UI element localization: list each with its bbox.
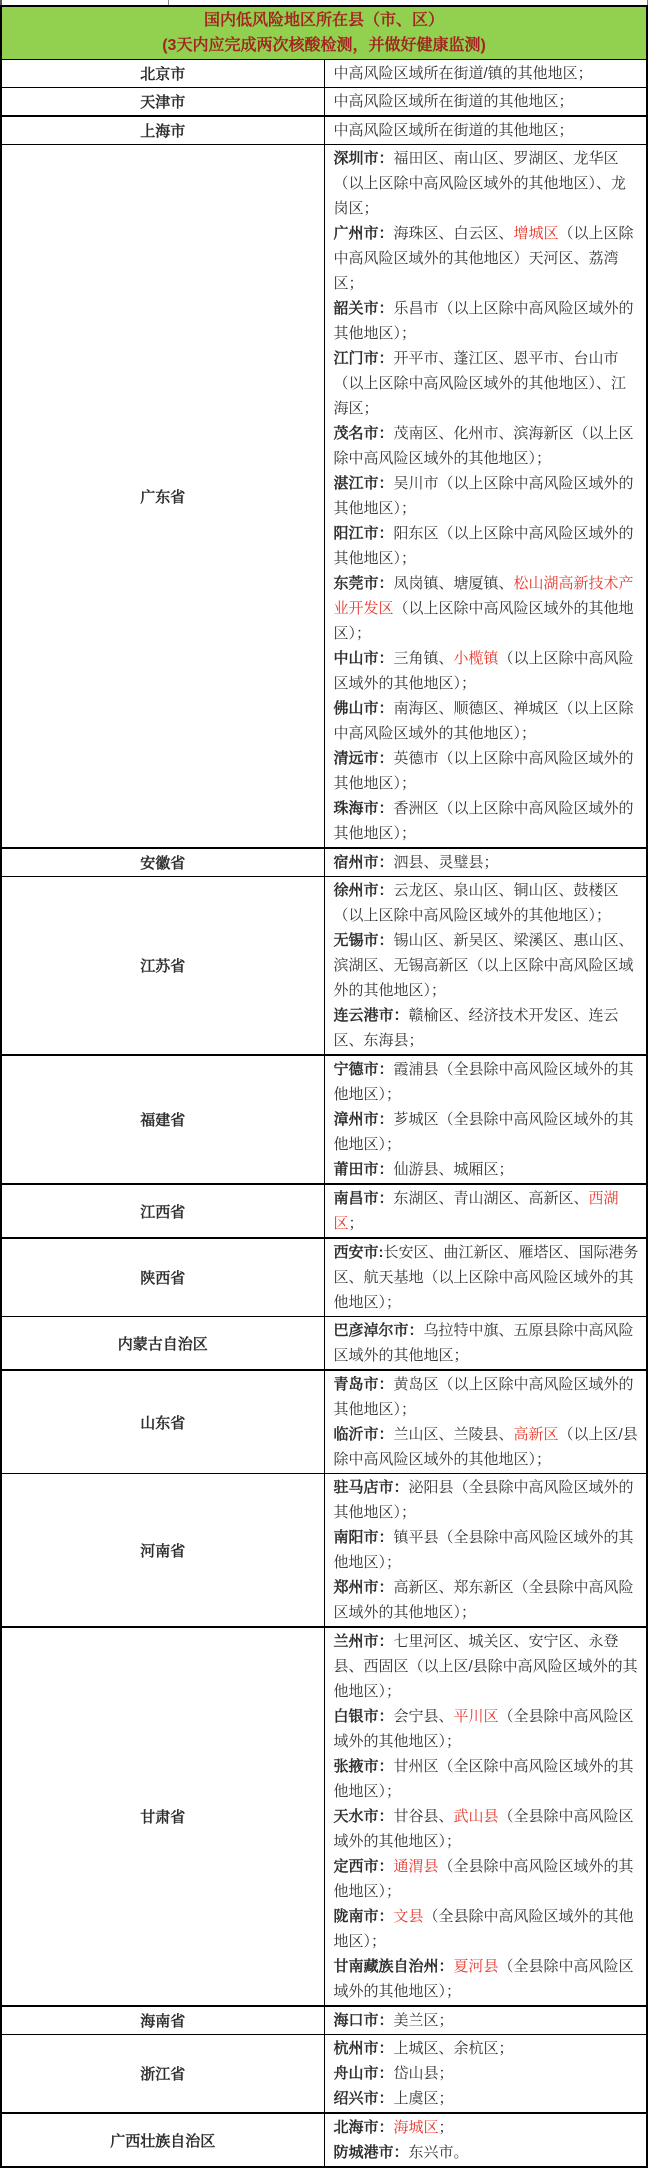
province-cell: 甘肃省 (1, 1627, 324, 2006)
city-name: 青岛市： (333, 1376, 394, 1393)
region-text: 霞浦县（全县除中高风险区域外的其他地区）； (333, 1061, 634, 1103)
entry-line (334, 2061, 641, 2086)
region-text: ； (348, 1215, 364, 1232)
table-row (1, 1317, 647, 1371)
city-name: 海口市： (333, 2012, 394, 2029)
city-name: 甘南藏族自治州： (333, 1958, 454, 1975)
region-text: 黄岛区（以上区除中高风险区域外的其他地区）； (333, 1376, 634, 1418)
region-text: 开平市、蓬江区、恩平市、台山市（以上区除中高风险区域外的其他地区）、江海区； (333, 350, 627, 417)
details-cell (324, 848, 647, 877)
region-text: 吴川市（以上区除中高风险区域外的其他地区）； (333, 475, 634, 517)
province-cell: 广东省 (1, 145, 324, 849)
details-cell (324, 2006, 647, 2035)
details-cell (324, 1474, 647, 1628)
region-text: 上虞区； (393, 2090, 454, 2107)
region-text: 长安区、曲江新区、雁塔区、国际港务区、航天基地（以上区除中高风险区域外的其他地区）； (333, 1244, 639, 1311)
region-text: 锡山区、新吴区、梁溪区、惠山区、滨湖区、无锡高新区（以上区除中高风险区域外的其他地区）； (333, 932, 634, 999)
region-text: 云龙区、泉山区、铜山区、鼓楼区（以上区除中高风险区域外的其他地区）； (333, 882, 619, 924)
region-text: 中高风险区域所在街道的其他地区； (333, 93, 574, 110)
details-cell (324, 145, 647, 849)
city-name: 宁德市： (333, 1061, 394, 1078)
details-cell (324, 1238, 647, 1317)
entry-line (334, 521, 641, 571)
province-cell: 内蒙古自治区 (1, 1317, 324, 1371)
details-cell (324, 1627, 647, 2006)
province-cell: 陕西省 (1, 1238, 324, 1317)
region-text: （以上区除中高风险区域外的其他地区）； (333, 600, 634, 642)
province-cell: 江西省 (1, 1184, 324, 1238)
entry-line (334, 2036, 641, 2061)
entry-line (334, 2008, 641, 2033)
details-cell (324, 88, 647, 117)
highlight-region: 松山湖高新技术产业开发区 (333, 575, 634, 617)
entry-line (334, 61, 641, 86)
region-text: 芗城区（全县除中高风险区域外的其他地区）； (333, 1111, 634, 1153)
details-cell (324, 1055, 647, 1184)
entry-line (334, 1704, 641, 1754)
city-name: 定西市： (333, 1858, 394, 1875)
highlight-region: 西湖区 (333, 1190, 619, 1232)
entry-line (334, 928, 641, 1003)
city-name: 天水市： (333, 1808, 394, 1825)
entry-line (334, 1754, 641, 1804)
entry-line (334, 1629, 641, 1704)
city-name: 中山市： (333, 650, 394, 667)
province-cell: 海南省 (1, 2006, 324, 2035)
region-text: 七里河区、城关区、安宁区、永登县、西固区（以上区/县除中高风险区域外的其他地区）； (333, 1633, 638, 1700)
table-row (1, 1370, 647, 1474)
city-name: 南昌市： (333, 1190, 394, 1207)
table-title-line2: (3天内应完成两次核酸检测，并做好健康监测) (162, 37, 486, 54)
region-text: 仙游县、城厢区； (393, 1161, 514, 1178)
city-name: 舟山市： (333, 2065, 394, 2082)
highlight-region: 小榄镇 (453, 650, 499, 667)
city-name: 白银市： (333, 1708, 394, 1725)
region-text: ； (438, 2119, 454, 2136)
highlight-region: 高新区 (513, 1426, 559, 1443)
city-name: 驻马店市： (333, 1479, 409, 1496)
table-row (1, 2113, 647, 2167)
entry-line (334, 696, 641, 746)
entry-line (334, 878, 641, 928)
region-text: 兰山区、兰陵县、 (393, 1426, 514, 1443)
details-cell (324, 60, 647, 88)
city-name: 韶关市： (333, 300, 394, 317)
region-text: 赣榆区、经济技术开发区、连云区、东海县； (333, 1007, 619, 1049)
entry-line (334, 746, 641, 796)
table-row (1, 2035, 647, 2114)
city-name: 江门市： (333, 350, 394, 367)
city-name: 广州市： (333, 225, 394, 242)
city-name: 茂名市： (333, 425, 394, 442)
region-text: 泗县、灵璧县； (393, 854, 499, 871)
province-cell: 安徽省 (1, 848, 324, 877)
entry-line (334, 346, 641, 421)
entry-line (334, 1954, 641, 2004)
entry-line (334, 2140, 641, 2165)
region-text: 福田区、南山区、罗湖区、龙华区（以上区除中高风险区域外的其他地区）、龙岗区； (333, 150, 627, 217)
city-name: 无锡市： (333, 932, 394, 949)
table-row (1, 88, 647, 117)
details-cell (324, 2035, 647, 2114)
entry-line (334, 89, 641, 114)
city-name: 清远市： (333, 750, 394, 767)
entry-line (334, 1318, 641, 1368)
entry-line (334, 1107, 641, 1157)
region-text: 镇平县（全县除中高风险区域外的其他地区）； (333, 1529, 634, 1571)
entry-line (334, 2115, 641, 2140)
highlight-region: 通渭县 (393, 1858, 439, 1875)
region-text: （全县除中高风险区域外的其他地区）； (333, 1708, 634, 1750)
region-text: 岱山县； (393, 2065, 454, 2082)
entry-line (334, 850, 641, 875)
region-text: 甘州区（全区除中高风险区域外的其他地区）； (333, 1758, 634, 1800)
entry-line (334, 1575, 641, 1625)
table-row (1, 60, 647, 88)
entry-line (334, 1372, 641, 1422)
entry-line (334, 146, 641, 221)
table-row (1, 1184, 647, 1238)
entry-line (334, 221, 641, 296)
province-cell: 山东省 (1, 1370, 324, 1474)
header-row (1, 6, 647, 60)
region-text: 凤岗镇、塘厦镇、 (393, 575, 514, 592)
city-name: 杭州市： (333, 2040, 394, 2057)
details-cell (324, 1184, 647, 1238)
province-cell: 河南省 (1, 1474, 324, 1628)
highlight-region: 增城区 (513, 225, 559, 242)
details-cell (324, 877, 647, 1056)
cropped-cell-divider (168, 0, 169, 5)
details-cell (324, 2113, 647, 2167)
entry-line (334, 421, 641, 471)
region-text: （全县除中高风险区域外的其他地区）； (333, 1858, 634, 1900)
region-text: （全县除中高风险区域外的其他地区）； (333, 1958, 634, 2000)
entry-line (334, 1422, 641, 1472)
city-name: 北海市： (333, 2119, 394, 2136)
entry-line (334, 1904, 641, 1954)
highlight-region: 武山县 (453, 1808, 499, 1825)
region-text: 香洲区（以上区除中高风险区域外的其他地区）； (333, 800, 634, 842)
region-text: 中高风险区域所在街道的其他地区； (333, 122, 574, 139)
region-text: 阳东区（以上区除中高风险区域外的其他地区）； (333, 525, 634, 567)
table-row (1, 116, 647, 145)
details-cell (324, 1370, 647, 1474)
region-text: 会宁县、 (393, 1708, 454, 1725)
entry-line (334, 2086, 641, 2111)
region-text: 乐昌市（以上区除中高风险区域外的其他地区）； (333, 300, 634, 342)
entry-line (334, 1475, 641, 1525)
region-text: （全县除中高风险区域外的其他地区）； (333, 1908, 634, 1950)
entry-line (334, 1057, 641, 1107)
entry-line (334, 796, 641, 846)
region-text: 三角镇、 (393, 650, 454, 667)
province-cell: 天津市 (1, 88, 324, 117)
city-name: 徐州市： (333, 882, 394, 899)
region-text: 东湖区、青山湖区、高新区、 (393, 1190, 589, 1207)
city-name: 阳江市： (333, 525, 394, 542)
highlight-region: 文县 (393, 1908, 424, 1925)
city-name: 张掖市： (333, 1758, 394, 1775)
province-cell: 福建省 (1, 1055, 324, 1184)
city-name: 东莞市： (333, 575, 394, 592)
entry-line (334, 646, 641, 696)
region-text: 中高风险区域所在街道/镇的其他地区； (333, 65, 593, 82)
province-cell: 江苏省 (1, 877, 324, 1056)
entry-line (334, 471, 641, 521)
table-row (1, 848, 647, 877)
city-name: 防城港市： (333, 2144, 409, 2161)
entry-line (334, 296, 641, 346)
entry-line (334, 1525, 641, 1575)
entry-line (334, 1186, 641, 1236)
city-name: 宿州市： (333, 854, 394, 871)
city-name: 绍兴市： (333, 2090, 394, 2107)
region-text: 泌阳县（全县除中高风险区域外的其他地区）； (333, 1479, 634, 1521)
highlight-region: 夏河县 (453, 1958, 499, 1975)
city-name: 连云港市： (333, 1007, 409, 1024)
city-name: 西安市: (333, 1244, 384, 1261)
low-risk-areas-table (0, 5, 648, 2168)
entry-line (334, 1240, 641, 1315)
table-row (1, 1055, 647, 1184)
region-text: 茂南区、化州市、滨海新区（以上区除中高风险区域外的其他地区）； (333, 425, 634, 467)
region-text: （以上区除中高风险区域外的其他地区）； (333, 650, 634, 692)
city-name: 佛山市： (333, 700, 394, 717)
region-text: （全县除中高风险区域外的其他地区）； (333, 1808, 634, 1850)
region-text: 美兰区； (393, 2012, 454, 2029)
city-name: 珠海市： (333, 800, 394, 817)
table-row (1, 2006, 647, 2035)
province-cell: 上海市 (1, 116, 324, 145)
table-body (1, 60, 647, 2168)
cropped-row-remnant (0, 0, 648, 5)
city-name: 莆田市： (333, 1161, 394, 1178)
city-name: 漳州市： (333, 1111, 394, 1128)
table-row (1, 1474, 647, 1628)
highlight-region: 平川区 (453, 1708, 499, 1725)
province-cell: 广西壮族自治区 (1, 2113, 324, 2167)
table-row (1, 1627, 647, 2006)
province-cell: 北京市 (1, 60, 324, 88)
table-title-line1: 国内低风险地区所在县（市、区） (203, 12, 444, 29)
city-name: 陇南市： (333, 1908, 394, 1925)
city-name: 巴彦淖尔市： (333, 1322, 424, 1339)
entry-line (334, 118, 641, 143)
table-title-cell (1, 6, 647, 60)
details-cell (324, 116, 647, 145)
region-text: 东兴市。 (408, 2144, 469, 2161)
region-text: 甘谷县、 (393, 1808, 454, 1825)
city-name: 深圳市： (333, 150, 394, 167)
province-cell: 浙江省 (1, 2035, 324, 2114)
city-name: 湛江市： (333, 475, 394, 492)
city-name: 临沂市： (333, 1426, 394, 1443)
region-text: 上城区、余杭区； (393, 2040, 514, 2057)
region-text: 英德市（以上区除中高风险区域外的其他地区）； (333, 750, 634, 792)
highlight-region: 海城区 (393, 2119, 439, 2136)
entry-line (334, 571, 641, 646)
city-name: 兰州市： (333, 1633, 394, 1650)
entry-line (334, 1804, 641, 1854)
region-text: 高新区、郑东新区（全县除中高风险区域外的其他地区）； (333, 1579, 634, 1621)
table-row (1, 877, 647, 1056)
region-text: 南海区、顺德区、禅城区（以上区除中高风险区域外的其他地区）； (333, 700, 634, 742)
table-header (1, 6, 647, 60)
table-row (1, 1238, 647, 1317)
entry-line (334, 1854, 641, 1904)
city-name: 郑州市： (333, 1579, 394, 1596)
details-cell (324, 1317, 647, 1371)
entry-line (334, 1157, 641, 1182)
table-row (1, 145, 647, 849)
region-text: 海珠区、白云区、 (393, 225, 514, 242)
region-text: （以上区除中高风险区域外的其他地区）天河区、荔湾区； (333, 225, 634, 292)
region-text: （以上区/县除中高风险区域外的其他地区）； (333, 1426, 638, 1468)
city-name: 南阳市： (333, 1529, 394, 1546)
region-text: 乌拉特中旗、五原县除中高风险区域外的其他地区； (333, 1322, 634, 1364)
entry-line (334, 1003, 641, 1053)
